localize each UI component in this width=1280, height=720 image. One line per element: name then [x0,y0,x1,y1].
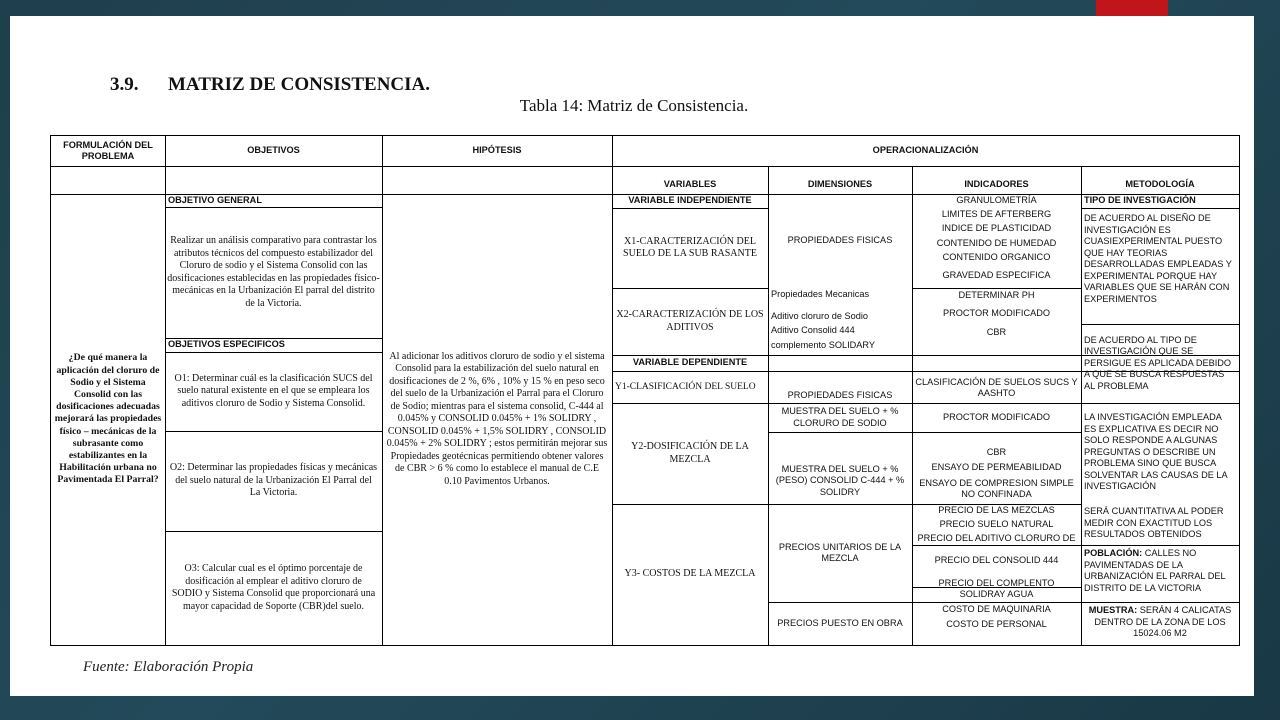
dimension-propiedades-fisicas-2: PROPIEDADES FISICAS [787,390,893,401]
indicator-precio-mezclas: PRECIO DE LAS MEZCLAS [938,505,1055,516]
specific-objective-2: O2: Determinar las propiedades físicas y mecánicas del suelo natural de la Urbanización El Parral del La Victoria. [169,462,378,499]
poblacion-text: CALLES NO PAVIMENTADAS DE LA URBANIZACIÓN EL PARRAL DEL DISTRITO DE LA VICTORIA [1084,548,1226,593]
header-formulacion: FORMULACIÓN DEL PROBLEMA [63,139,153,161]
indicator-gravedad: GRAVEDAD ESPECIFICA [942,270,1051,281]
dimension-muestra-consolid: MUESTRA DEL SUELO + % (PESO) CONSOLID C-444 + % SOLIDRY [775,463,905,497]
indicator-costo-maquinaria: COSTO DE MAQUINARIA [942,604,1051,615]
caption-text: Matriz de Consistencia. [587,96,749,115]
indicator-cbr-1: CBR [986,327,1007,338]
indicator-precio-suelo: PRECIO SUELO NATURAL [939,519,1054,530]
methodology-poblacion [1081,546,1239,602]
dimension-precios-obra: PRECIOS PUESTO EN OBRA [777,617,903,628]
indicator-humedad: CONTENIDO DE HUMEDAD [936,238,1057,249]
muestra-label: MUESTRA: [1088,605,1138,615]
methodology-3: LA INVESTIGACIÓN EMPLEADA ES EXPLICATIVA ES DECIR NO SOLO RESPONDE A ALGUNAS PREGUNTAS O DESCRIBE UN PROBLEMA SINO QUE BUSCA SOLVENTAR LAS CAUSAS DE LA INVESTIGACIÓN [1084,412,1228,492]
caption-label: Tabla 14: [519,96,584,115]
indicator-proctor-1: PROCTOR MODIFICADO [942,308,1051,319]
dimension-aditivo-cloruro: Aditivo cloruro de Sodio [771,311,869,322]
consistency-matrix-table [50,135,1240,646]
indicator-granulometria: GRANULOMETRÍA [956,195,1037,206]
indicator-organico: CONTENIDO ORGANICO [942,252,1051,263]
methodology-1: DE ACUERDO AL DISEÑO DE INVESTIGACIÓN ES CUASIEXPERIMENTAL PUESTO QUE HAY TEORIAS DESARROLLADAS EMPLEADAS Y EXPERIMENTAL PORQUE HAY VARIABLES QUE SE HARÁN CON EXPERIMENTOS [1084,213,1232,304]
header-hipotesis: HIPÓTESIS [472,145,522,156]
methodology-2: DE ACUERDO AL TIPO DE INVESTIGACIÓN QUE SE PERSIGUE ES APLICADA DEBIDO A QUE SE BUSCA RESPUESTAS AL PROBLEMA [1084,334,1232,391]
methodology-muestra [1081,603,1239,645]
section-number: 3.9. [110,74,139,95]
red-accent-bar [1096,0,1168,16]
indicator-permeabilidad: ENSAYO DE PERMEABILIDAD [931,462,1062,473]
indicator-precio-consolid: PRECIO DEL CONSOLID 444 [934,555,1059,566]
variable-x2: X2-CARACTERIZACIÓN DE LOS ADITIVOS [616,309,764,333]
section-title: MATRIZ DE CONSISTENCIA. [168,74,431,95]
dimension-precios-unitarios: PRECIOS UNITARIOS DE LA MEZCLA [778,541,902,563]
indicator-precio-complemento: PRECIO DEL COMPLENTO SOLIDRAY AGUA [938,577,1055,599]
hypothesis-text: Al adicionar los aditivos cloruro de sodio y el sistema Consolid para la estabilización del suelo natural en dosificaciones de 2 %, 6% , 10% y 15 % en peso seco del suelo de la Urbanización el Parral para el Cloruro de Sodio; mientras para el sistema consolid, C-444 al 0.045% y CONSOLID 0.045% + 1% SOLIDRY , CONSOLID 0.045% + 1,5% SOLIDRY , CONSOLID 0.045% + 2% SOLIDRY ; estos permitirán mejorar sus Propiedades geotécnicas permitiendo obtener valores de CBR > 6 % como lo establece el manual de C.E 0.10 Pavimentos Urbanos. [386,350,608,487]
section-heading [110,74,430,96]
variable-y1: Y1-CLASIFICACIÓN DEL SUELO [615,381,756,392]
dimension-muestra-cloruro: MUESTRA DEL SUELO + % CLORURO DE SODIO [781,406,899,428]
dimension-propiedades-fisicas-1: PROPIEDADES FISICAS [787,235,893,246]
indicator-plasticidad: INDICE DE PLASTICIDAD [941,223,1052,234]
variable-y2: Y2-DOSIFICACIÓN DE LA MEZCLA [631,441,749,465]
methodology-tipo-label: TIPO DE INVESTIGACIÓN [1084,195,1196,206]
variable-x1: X1-CARACTERIZACIÓN DEL SUELO DE LA SUB RASANTE [623,235,757,259]
indicator-cbr-2: CBR [986,447,1007,458]
indicator-costo-personal: COSTO DE PERSONAL [946,619,1047,630]
dimension-complemento: complemento SOLIDARY [771,340,876,351]
dimension-propiedades-mecanicas: Propiedades Mecanicas [771,289,870,300]
indicator-clasificacion: CLASIFICACIÓN DE SUELOS SUCS Y AASHTO [915,376,1078,398]
variable-y3: Y3- COSTOS DE LA MEZCLA [624,568,756,580]
indicator-proctor-2: PROCTOR MODIFICADO [942,412,1051,423]
indicator-compresion: ENSAYO DE COMPRESION SIMPLE NO CONFINADA [919,477,1074,499]
header-variables: VARIABLES [663,179,717,190]
specific-objective-1: O1: Determinar cuál es la clasificación SUCS del suelo natural existente en el que se empleara los aditivos cloruro de Sodio y Sistema Consolid. [174,372,373,409]
header-indicadores: INDICADORES [964,179,1029,190]
dimension-aditivo-consolid: Aditivo Consolid 444 [771,325,855,336]
header-metodologia: METODOLOGÍA [1125,179,1195,190]
table-caption [10,96,1254,116]
problem-statement: ¿De qué manera la aplicación del cloruro de Sodio y el Sistema Consolid con las dosificaciones adecuadas mejorará las propiedades físico – mecánicas de la subrasante como estabilizantes en la Habilitación urbana no Pavimentada El Parral? [54,352,162,486]
muestra-text: SERÁN 4 CALICATAS DENTRO DE LA ZONA DE LOS 15024.06 M2 [1094,605,1232,638]
source-note: Fuente: Elaboración Propia [83,659,254,675]
variable-dependiente-label: VARIABLE DEPENDIENTE [632,357,748,368]
header-operacionalizacion: OPERACIONALIZACIÓN [872,145,979,156]
header-dimensiones: DIMENSIONES [807,179,873,190]
header-objetivos: OBJETIVOS [247,145,300,156]
specific-objective-3: O3: Calcular cual es el óptimo porcentaje de dosificación al emplear el aditivo cloruro de SODIO y Sistema Consolid que proporcionará una mayor capacidad de Soporte (CBR)del suelo. [171,563,376,612]
general-objective: Realizar un análisis comparativo para contrastar los atributos técnicos del compuesto estabilizador del Cloruro de sodio y el Sistema Consolid con las dosificaciones establecidas en las propiedades físico-mecánicas en la Urbanización El parral del distrito de la Victoria. [167,235,380,309]
indicator-ph: DETERMINAR PH [958,290,1035,301]
variable-independiente-label: VARIABLE INDEPENDIENTE [628,195,752,206]
slide-page [10,16,1254,696]
general-objective-label: OBJETIVO GENERAL [168,194,262,205]
indicator-afterberg: LIMITES DE AFTERBERG [941,209,1052,220]
poblacion-label: POBLACIÓN: [1084,548,1143,558]
methodology-4: SERÁ CUANTITATIVA AL PODER MEDIR CON EXACTITUD LOS RESULTADOS OBTENIDOS [1084,506,1224,540]
specific-objectives-label: OBJETIVOS ESPECIFICOS [168,339,285,350]
indicator-precio-aditivo: PRECIO DEL ADITIVO CLORURO DE [917,532,1076,543]
